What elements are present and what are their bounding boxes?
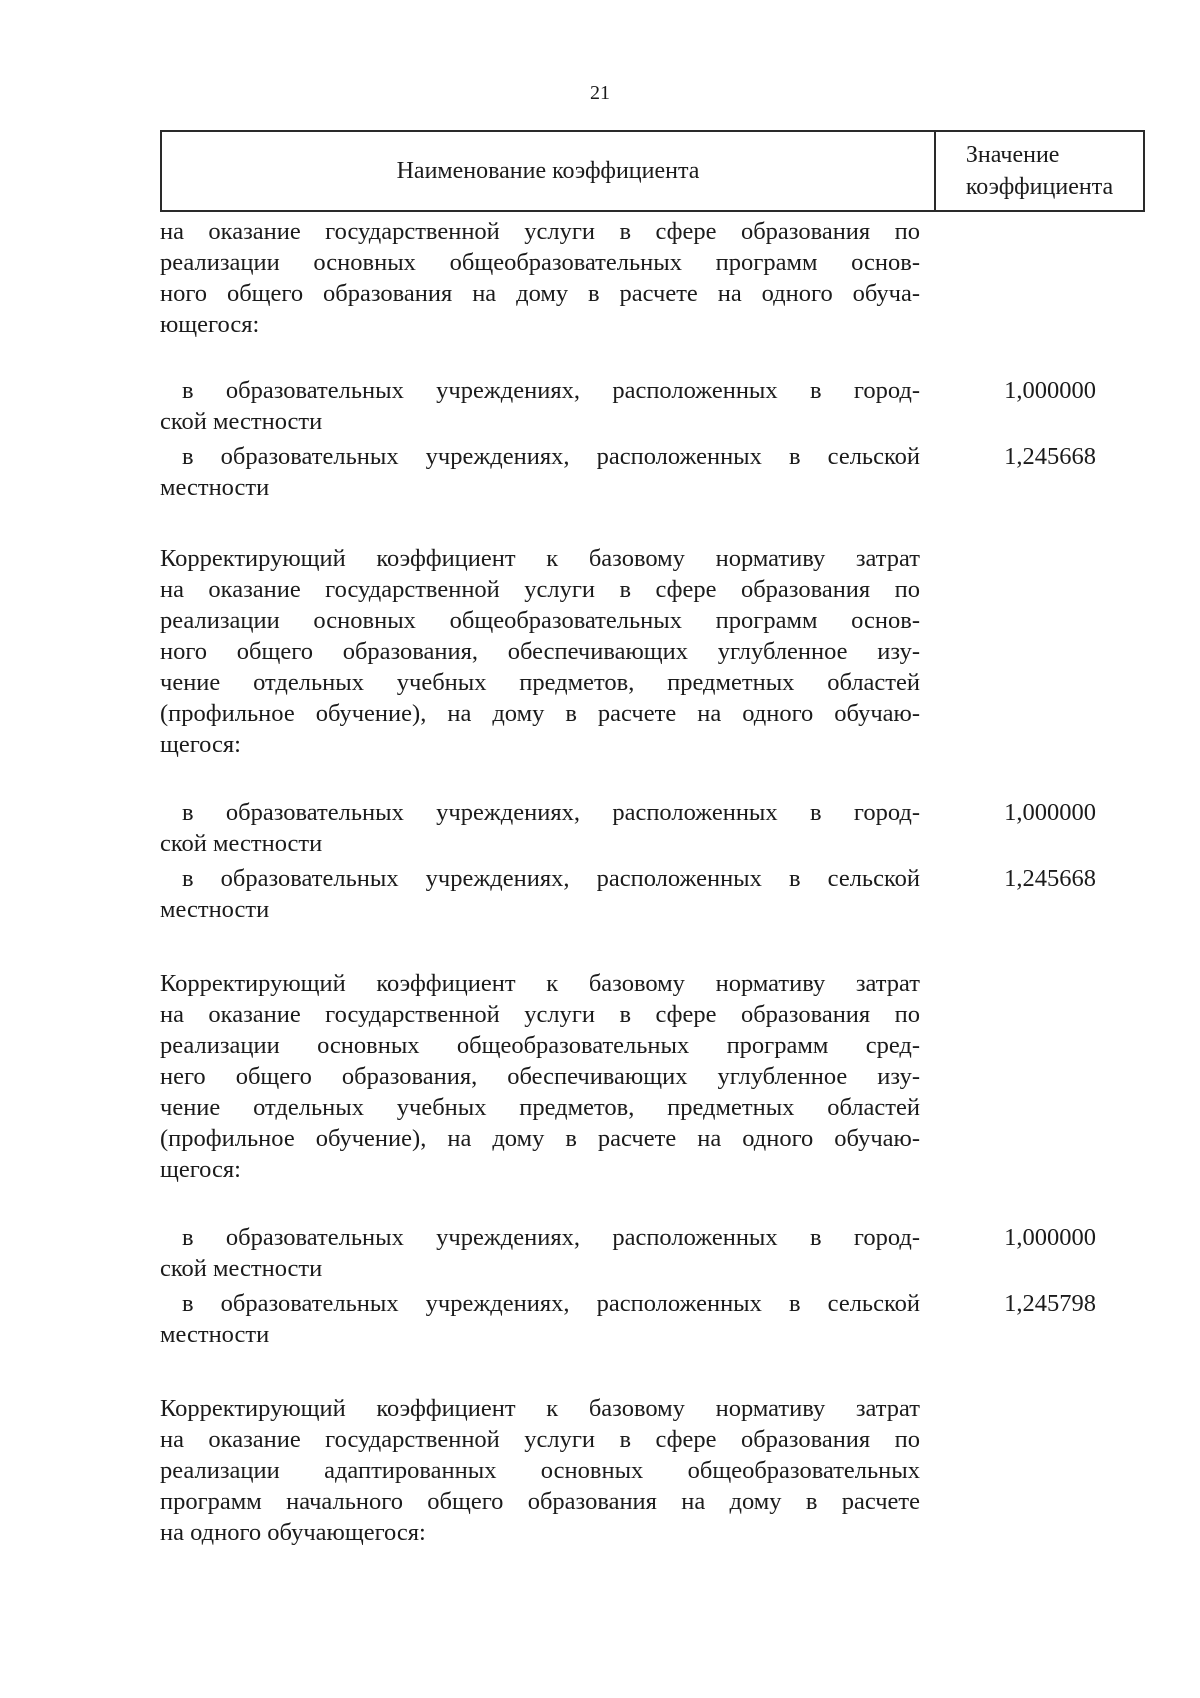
description-line: Корректирующий коэффициент к базовому нормативу затрат	[160, 1395, 920, 1422]
header-value-line: коэффициента	[965, 174, 1114, 200]
coefficient-value: 1,000000	[1004, 1224, 1096, 1251]
coefficient-description	[160, 968, 920, 1185]
description-line: Корректирующий коэффициент к базовому нормативу затрат	[160, 545, 920, 572]
description-line: реализации основных общеобразовательных программ основ-	[160, 607, 920, 634]
row-label-line: в образовательных учреждениях, расположенных в город-	[182, 1224, 920, 1251]
coefficient-description	[160, 216, 920, 340]
description-line: ного общего образования, обеспечивающих углубленное изу-	[160, 638, 920, 665]
coefficient-value: 1,245668	[1004, 865, 1096, 892]
description-line: ного общего образования на дому в расчете на одного обуча-	[160, 280, 920, 307]
coefficient-value: 1,000000	[1004, 377, 1096, 404]
description-line: на одного обучающегося:	[160, 1519, 426, 1546]
coefficient-description	[160, 1393, 920, 1548]
description-line: щегося:	[160, 1156, 241, 1183]
coefficient-row	[160, 441, 920, 503]
row-label-line: в образовательных учреждениях, расположенных в город-	[182, 799, 920, 826]
description-line: на оказание государственной услуги в сфере образования по	[160, 1001, 920, 1028]
description-line: чение отдельных учебных предметов, предметных областей	[160, 669, 920, 696]
row-label-line: ской местности	[160, 830, 323, 857]
coefficient-value: 1,245668	[1004, 443, 1096, 470]
coefficient-description	[160, 543, 920, 760]
coefficient-row	[160, 1288, 920, 1350]
description-line: на оказание государственной услуги в сфере образования по	[160, 218, 920, 245]
page-number: 21	[590, 82, 610, 104]
row-label-line: в образовательных учреждениях, расположенных в город-	[182, 377, 920, 404]
coefficient-row	[160, 797, 920, 859]
description-line: реализации основных общеобразовательных программ сред-	[160, 1032, 920, 1059]
description-line: программ начального общего образования на дому в расчете	[160, 1488, 920, 1515]
description-line: реализации основных общеобразовательных программ основ-	[160, 249, 920, 276]
coefficient-row	[160, 1222, 920, 1284]
description-line: реализации адаптированных основных общеобразовательных	[160, 1457, 920, 1484]
description-line: (профильное обучение), на дому в расчете на одного обучаю-	[160, 1125, 920, 1152]
description-line: на оказание государственной услуги в сфере образования по	[160, 1426, 920, 1453]
row-label-line: местности	[160, 1321, 270, 1348]
description-line: на оказание государственной услуги в сфере образования по	[160, 576, 920, 603]
description-line: ющегося:	[160, 311, 260, 338]
description-line: него общего образования, обеспечивающих углубленное изу-	[160, 1063, 920, 1090]
row-label-line: местности	[160, 896, 270, 923]
coefficient-row	[160, 863, 920, 925]
coefficient-row	[160, 375, 920, 437]
header-value-column	[936, 132, 1143, 210]
table-header	[160, 130, 1145, 212]
header-value-line: Значение	[965, 142, 1060, 168]
row-label-line: ской местности	[160, 408, 323, 435]
row-label-line: ской местности	[160, 1255, 323, 1282]
description-line: Корректирующий коэффициент к базовому нормативу затрат	[160, 970, 920, 997]
header-name-column: Наименование коэффициента	[162, 132, 936, 210]
coefficient-value: 1,245798	[1004, 1290, 1096, 1317]
description-line: чение отдельных учебных предметов, предметных областей	[160, 1094, 920, 1121]
row-label-line: в образовательных учреждениях, расположенных в сельской	[182, 865, 920, 892]
row-label-line: в образовательных учреждениях, расположенных в сельской	[182, 1290, 920, 1317]
description-line: щегося:	[160, 731, 241, 758]
row-label-line: в образовательных учреждениях, расположенных в сельской	[182, 443, 920, 470]
coefficient-value: 1,000000	[1004, 799, 1096, 826]
description-line: (профильное обучение), на дому в расчете на одного обучаю-	[160, 700, 920, 727]
row-label-line: местности	[160, 474, 270, 501]
